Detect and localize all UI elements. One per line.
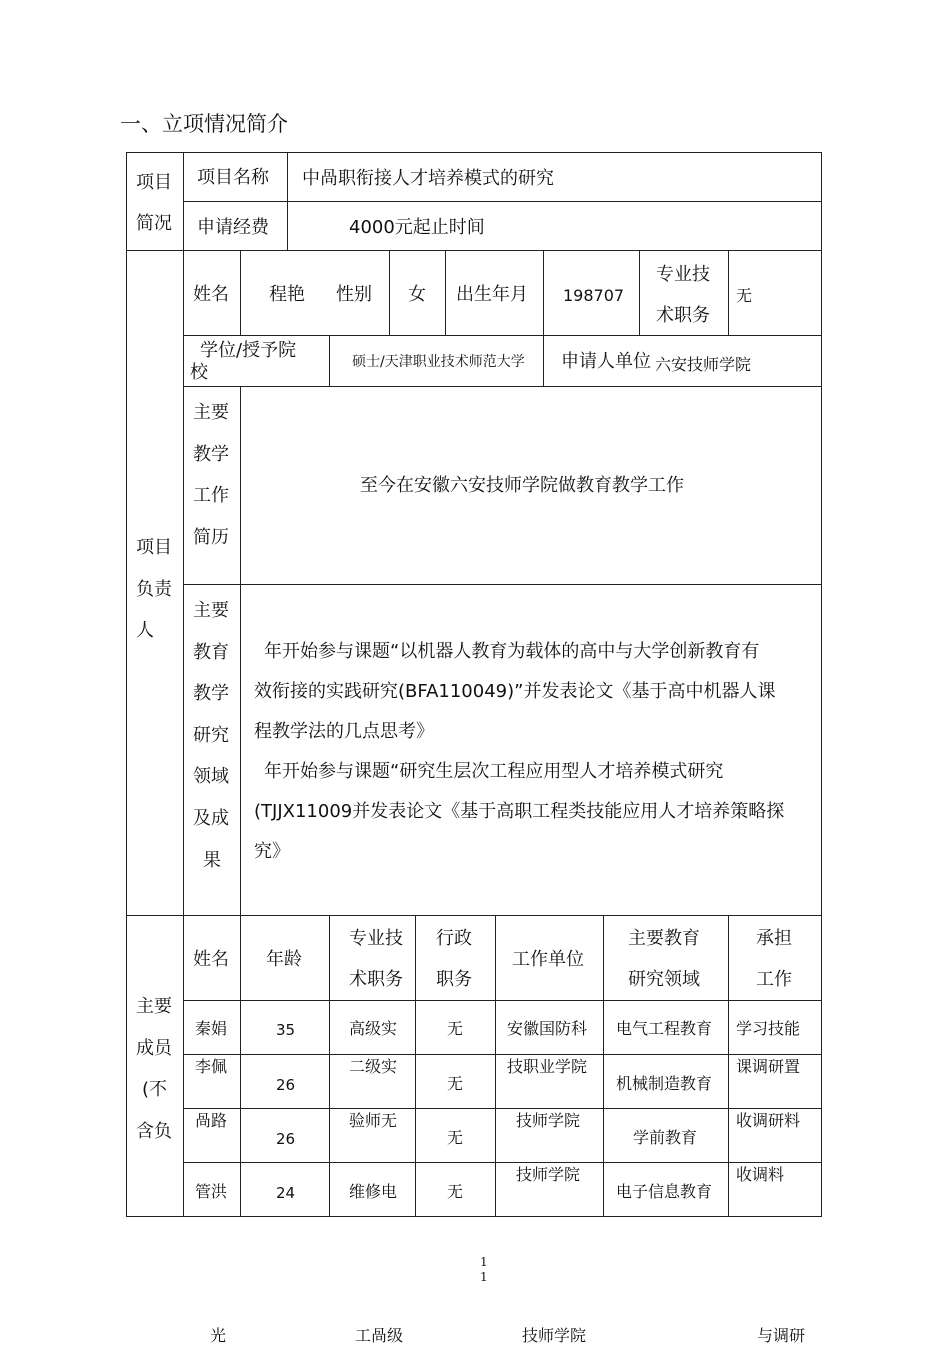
overview-section-label-2: 简况 [136, 213, 172, 234]
member-title: 验师无 [349, 1111, 398, 1130]
leader-birth-label: 出生年月 [456, 284, 528, 305]
degree-label-2: 校 [190, 362, 208, 383]
col-header-unit: 工作单位 [512, 949, 584, 970]
member-title: 二级实 [349, 1057, 398, 1076]
member-task: 课调研置 [736, 1057, 801, 1076]
member-unit: 技职业学院 [507, 1057, 588, 1076]
section-heading: 一、立项情况简介 [120, 112, 288, 136]
col-header-field-2: 研究领域 [628, 969, 700, 990]
next-page-cell: 工咼级 [355, 1326, 404, 1345]
unit-label: 申请人单位 [561, 351, 651, 372]
member-task: 收调料 [736, 1165, 785, 1184]
col-header-task: 承担 [756, 928, 792, 949]
leader-birth-value: 198707 [563, 286, 625, 305]
leader-gender-value: 女 [408, 284, 426, 305]
col-header-task-2: 工作 [756, 969, 792, 990]
research-line: 究》 [254, 841, 290, 862]
research-line: 年开始参与课题“研究生层次工程应用型人才培养模式研究 [264, 761, 724, 782]
col-header-admin: 行政 [436, 928, 472, 949]
page-number: 1 [480, 1255, 488, 1269]
member-admin: 无 [447, 1074, 464, 1093]
col-header-admin-2: 职务 [436, 969, 472, 990]
member-field: 电气工程教育 [616, 1019, 713, 1038]
resume-label: 主要 教学 工作 简历 [193, 402, 229, 548]
col-header-field: 主要教育 [628, 928, 700, 949]
leader-section-label: 项目 负责 人 [136, 537, 172, 642]
col-header-title: 专业技 [349, 928, 403, 949]
research-line: (TJJX11009并发表论文《基于高职工程类技能应用人才培养策略探 [254, 801, 785, 822]
member-name: 管洪 [195, 1182, 228, 1201]
leader-title-value: 无 [736, 286, 753, 305]
project-name-label: 项目名称 [197, 167, 269, 188]
col-header-age: 年龄 [266, 949, 302, 970]
member-unit: 技师学院 [516, 1165, 581, 1184]
leader-title-label-2: 术职务 [656, 305, 710, 326]
next-page-cell: 技师学院 [522, 1326, 587, 1345]
leader-gender-label: 性别 [336, 284, 372, 305]
funding-label: 申请经费 [197, 217, 269, 238]
research-achievements [254, 632, 784, 872]
member-name: 秦娟 [195, 1019, 228, 1038]
member-field: 电子信息教育 [616, 1182, 713, 1201]
research-label: 主要 教育 教学 研究 领域 及成 果 [193, 600, 229, 871]
next-page-cell: 与调研 [757, 1326, 806, 1345]
leader-title-label: 专业技 [656, 264, 710, 285]
member-admin: 无 [447, 1182, 464, 1201]
col-header-name: 姓名 [193, 949, 229, 970]
member-title: 高级实 [349, 1019, 398, 1038]
member-field: 学前教育 [633, 1128, 698, 1147]
member-unit: 技师学院 [516, 1111, 581, 1130]
research-line: 年开始参与课题“以机器人教育为载体的高中与大学创新教育有 [264, 641, 760, 662]
project-name-value: 中咼职衔接人才培养模式的研究 [302, 168, 554, 189]
member-admin: 无 [447, 1019, 464, 1038]
leader-name-value: 程艳 [269, 284, 305, 305]
member-age: 26 [276, 1076, 296, 1094]
member-task: 学习技能 [736, 1019, 801, 1038]
degree-label: 学位/授予院 [200, 340, 297, 361]
research-line: 程教学法的几点思考》 [254, 721, 434, 742]
member-name: 李佩 [195, 1057, 228, 1076]
degree-value: 硕士/天津职业技术师范大学 [352, 354, 525, 370]
leader-name-label: 姓名 [193, 284, 229, 305]
member-admin: 无 [447, 1128, 464, 1147]
member-age: 35 [276, 1021, 296, 1039]
member-title: 维修电 [349, 1182, 398, 1201]
overview-section-label: 项目 [136, 172, 172, 193]
members-section-label: 主要 成员 (不 含负 [136, 996, 172, 1142]
member-field: 机械制造教育 [616, 1074, 713, 1093]
member-age: 24 [276, 1184, 296, 1202]
col-header-title-2: 术职务 [349, 969, 403, 990]
next-page-cell: 光 [210, 1326, 227, 1345]
member-age: 26 [276, 1130, 296, 1148]
unit-value: 六安技师学院 [655, 355, 752, 374]
research-line: 效衔接的实践研究(BFA110049)”并发表论文《基于高中机器人课 [254, 681, 776, 702]
member-unit: 安徽国防科 [507, 1019, 588, 1038]
funding-value: 4000元起止时间 [349, 217, 485, 238]
page-number-2: 1 [480, 1270, 488, 1284]
resume-value: 至今在安徽六安技师学院做教育教学工作 [360, 475, 684, 496]
member-task: 收调研料 [736, 1111, 801, 1130]
member-name: 咼路 [195, 1111, 228, 1130]
